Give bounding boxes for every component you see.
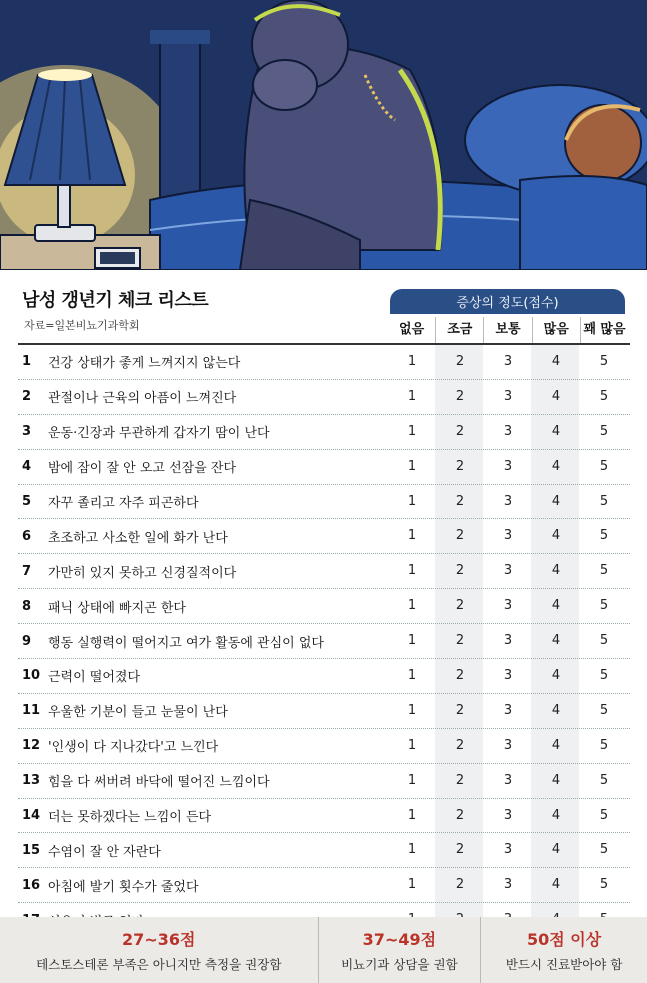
score-value: 5 [599,528,609,544]
score-value: 4 [551,842,561,858]
table-row [18,450,630,485]
score-advice: 반드시 진료받아야 함 [505,957,623,972]
score-value: 1 [407,772,417,788]
checklist-rows [18,345,630,938]
item-text: 힘을 다 써버려 바닥에 떨어진 느낌이다 [48,775,270,791]
score-value: 5 [599,354,609,369]
score-value: 5 [599,388,609,404]
score-value: 3 [503,842,513,858]
score-value: 5 [599,493,609,509]
score-guide [0,917,647,983]
score-value: 3 [503,563,513,579]
score-value: 1 [407,598,417,614]
item-number: 7 [22,563,32,579]
score-value: 4 [551,772,561,788]
score-value: 4 [551,388,561,404]
score-options [388,380,628,414]
score-value: 1 [407,877,417,893]
score-value: 5 [599,633,609,649]
score-value: 4 [551,877,561,893]
item-number: 9 [22,633,32,649]
score-advice: 테스토스테론 부족은 아니지만 측정을 권장함 [36,957,282,972]
item-number: 5 [22,494,32,509]
score-value: 1 [407,633,417,649]
item-text: 건강 상태가 좋게 느껴지지 않는다 [48,356,241,372]
score-value: 3 [503,737,513,753]
score-options [388,799,628,833]
table-row [18,554,630,589]
item-number: 11 [22,703,41,719]
score-value: 3 [503,423,513,439]
table-row [18,868,630,903]
score-options [388,659,628,693]
score-options [388,415,628,449]
item-text: 관절이나 근육의 아픔이 느껴진다 [48,391,237,407]
score-value: 2 [455,423,465,439]
score-value: 5 [599,423,609,439]
table-row [18,345,630,380]
score-range: 27~36점 [122,930,196,949]
score-options [388,554,628,588]
item-number: 2 [22,389,32,405]
score-value: 3 [503,807,513,823]
score-value: 5 [599,458,609,474]
score-value: 3 [503,598,513,614]
score-value: 4 [551,668,561,684]
score-value: 3 [503,528,513,544]
score-options [388,764,628,798]
score-value: 4 [551,528,561,544]
score-value: 3 [503,702,513,718]
table-row [18,764,630,799]
score-value: 5 [599,842,609,858]
score-value: 2 [455,877,465,893]
table-row [18,485,630,520]
column-header: 꽤 많음 [580,317,628,343]
score-value: 1 [407,842,417,858]
item-number: 13 [22,773,41,789]
score-value: 2 [455,772,465,788]
item-text: 우울한 기분이 들고 눈물이 난다 [48,705,228,721]
score-options [388,485,628,519]
score-value: 5 [599,807,609,823]
score-value: 5 [599,772,609,788]
score-value: 1 [407,807,417,823]
score-value: 5 [599,702,609,718]
score-value: 3 [503,668,513,684]
score-advice: 비뇨기과 상담을 권함 [341,957,458,972]
column-header: 없음 [399,322,425,337]
score-range: 37~49점 [362,930,437,949]
table-row [18,833,630,868]
score-value: 4 [551,423,561,439]
item-number: 12 [22,738,41,754]
score-value: 3 [503,458,513,474]
item-text: 더는 못하겠다는 느낌이 든다 [48,810,212,826]
score-value: 4 [551,354,561,369]
score-value: 1 [407,737,417,753]
score-value: 1 [407,493,417,509]
item-text: 자꾸 졸리고 자주 피곤하다 [48,496,199,511]
score-value: 2 [455,702,465,718]
item-text: 아침에 발기 횟수가 줄었다 [48,879,199,895]
score-value: 5 [599,563,609,579]
score-value: 3 [503,388,513,404]
page-title: 남성 갱년기 체크 리스트 [22,290,209,311]
table-row [18,589,630,624]
score-value: 4 [551,633,561,649]
table-row [18,415,630,450]
score-value: 1 [407,423,417,439]
item-text: 패닉 상태에 빠지곤 한다 [48,600,186,616]
score-value: 3 [503,493,513,509]
item-text: 운동·긴장과 무관하게 갑자기 땀이 난다 [48,426,270,442]
score-value: 4 [551,458,561,474]
item-number: 4 [22,459,32,475]
table-row [18,380,630,415]
score-value: 2 [455,528,465,544]
item-text: '인생이 다 지나갔다'고 느낀다 [48,740,219,756]
score-value: 4 [551,598,561,614]
table-row [18,624,630,659]
score-value: 3 [503,877,513,893]
illustration [0,0,647,270]
score-guide-cell [318,917,481,983]
score-value: 1 [407,388,417,404]
score-value: 2 [455,388,465,404]
score-options [388,345,628,379]
score-guide-cell [480,917,647,983]
item-number: 8 [22,598,32,614]
score-value: 3 [503,633,513,649]
score-value: 1 [407,668,417,684]
table-row [18,519,630,554]
score-value: 5 [599,877,609,893]
score-value: 4 [551,702,561,718]
score-value: 4 [551,563,561,579]
table-row [18,694,630,729]
column-headers [388,317,628,343]
item-number: 14 [22,808,41,824]
item-text: 행동 실행력이 떨어지고 여가 활동에 관심이 없다 [48,635,324,651]
score-value: 5 [599,598,609,614]
column-header: 보통 [483,317,531,343]
score-value: 2 [455,737,465,753]
column-header: 조금 [435,317,483,343]
score-value: 2 [455,354,465,369]
score-value: 3 [503,772,513,788]
source-note: 자료=일본비뇨기과학회 [24,319,140,332]
score-value: 4 [551,807,561,823]
score-value: 1 [407,563,417,579]
score-guide-cell [0,917,318,983]
table-row [18,659,630,694]
score-options [388,868,628,902]
item-text: 가만히 있지 못하고 신경질적이다 [48,565,237,581]
score-range: 50점 이상 [527,930,602,949]
item-number: 6 [22,528,32,544]
score-options [388,833,628,867]
item-number: 3 [22,424,32,440]
score-value: 4 [551,493,561,509]
score-options [388,589,628,623]
score-value: 1 [407,458,417,474]
score-options [388,450,628,484]
score-value: 5 [599,737,609,753]
item-text: 밤에 잠이 잘 안 오고 선잠을 잔다 [48,461,237,477]
table-row [18,729,630,764]
score-value: 5 [599,668,609,684]
item-text: 수염이 잘 안 자란다 [48,844,161,860]
item-text: 초조하고 사소한 일에 화가 난다 [48,530,228,546]
score-value: 2 [455,807,465,823]
score-value: 2 [455,668,465,684]
score-value: 2 [455,493,465,509]
score-value: 2 [455,598,465,614]
score-value: 2 [455,842,465,858]
score-value: 2 [455,633,465,649]
man-awake-in-bed-illustration [0,0,647,270]
score-options [388,729,628,763]
score-value: 1 [407,702,417,718]
item-text: 근력이 떨어졌다 [48,670,141,686]
severity-header: 증상의 정도(점수) [390,289,625,314]
table-row [18,799,630,834]
item-number: 10 [22,668,41,684]
item-number: 16 [22,877,41,893]
score-options [388,519,628,553]
score-value: 1 [407,354,417,369]
score-options [388,694,628,728]
score-options [388,624,628,658]
score-value: 3 [503,354,513,369]
score-value: 2 [455,458,465,474]
score-value: 2 [455,563,465,579]
score-value: 1 [407,528,417,544]
score-value: 4 [551,737,561,753]
item-number: 15 [22,842,41,858]
item-number: 1 [22,354,32,370]
column-header: 많음 [532,317,580,343]
